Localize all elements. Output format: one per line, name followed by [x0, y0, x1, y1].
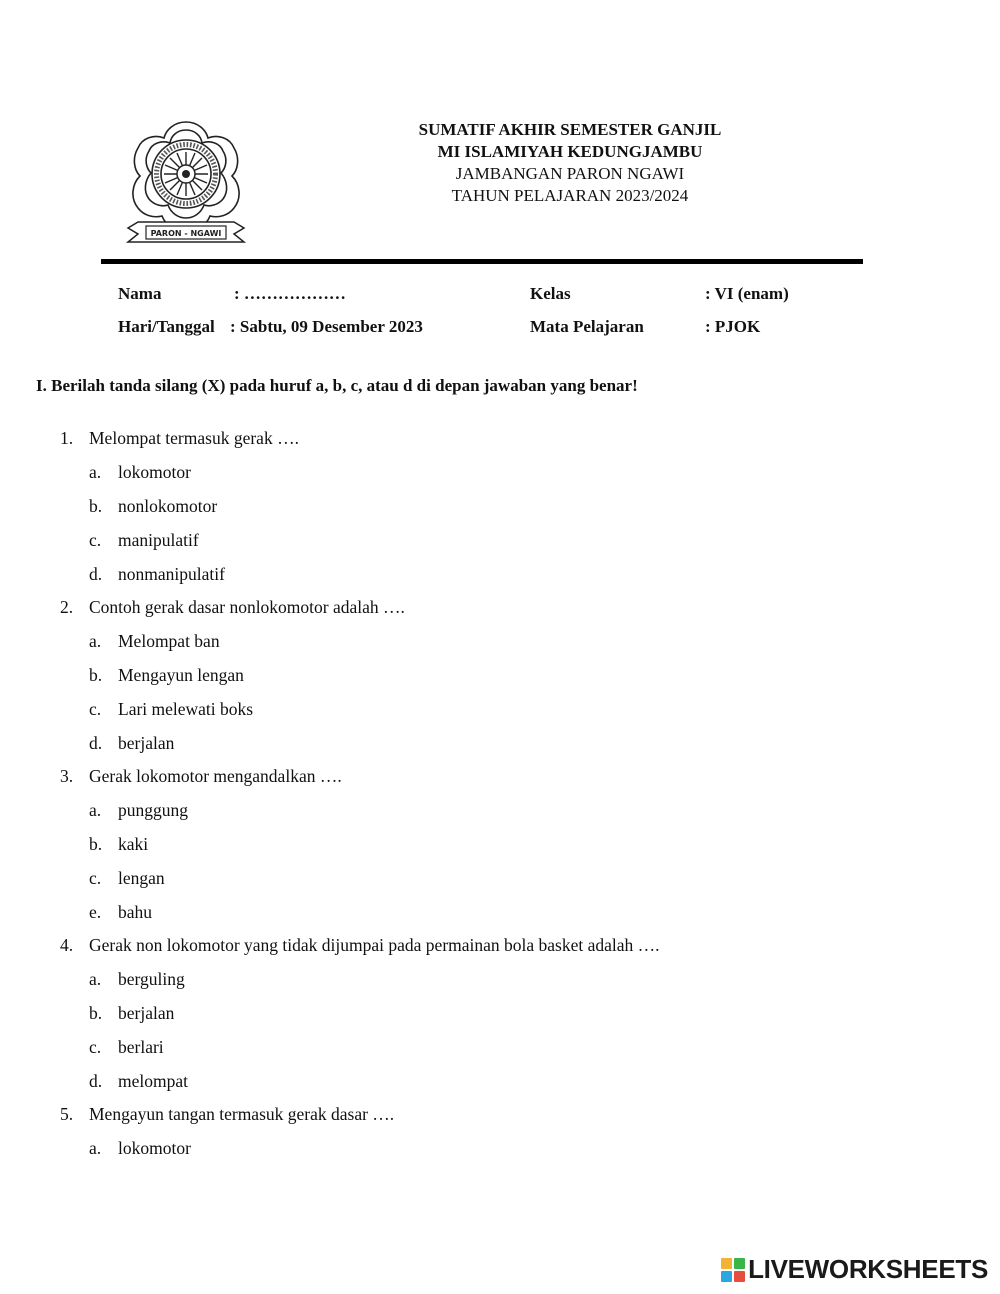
answer-option[interactable] [89, 1003, 174, 1024]
option-letter[interactable]: c. [89, 1037, 102, 1057]
logo-banner-text: PARON - NGAWI [150, 229, 222, 238]
option-letter[interactable]: a. [89, 1138, 102, 1158]
mata-pelajaran-label: Mata Pelajaran [530, 317, 644, 336]
question-text: Contoh gerak dasar nonlokomotor adalah …. [89, 597, 405, 617]
option-text: Mengayun lengan [118, 665, 244, 685]
option-letter[interactable]: a. [89, 631, 102, 651]
question [60, 428, 299, 449]
brand-square [734, 1258, 745, 1269]
hari-tanggal-label: Hari/Tanggal [118, 317, 215, 336]
option-letter[interactable]: a. [89, 800, 102, 820]
answer-option[interactable] [89, 631, 220, 652]
answer-option[interactable] [89, 800, 188, 821]
hari-tanggal-value: : Sabtu, 09 Desember 2023 [230, 317, 423, 336]
kelas-label: Kelas [530, 284, 571, 303]
liveworksheets-logo-icon [721, 1258, 745, 1282]
question-number: 1. [60, 428, 74, 448]
answer-option[interactable] [89, 868, 165, 889]
question [60, 935, 660, 956]
answer-option[interactable] [89, 969, 185, 990]
brand-square [721, 1258, 732, 1269]
liveworksheets-brand[interactable] [721, 1254, 988, 1285]
option-text: Melompat ban [118, 631, 220, 651]
answer-option[interactable] [89, 462, 191, 483]
nama-label: Nama [118, 284, 162, 303]
option-text: Lari melewati boks [118, 699, 254, 719]
option-letter[interactable]: b. [89, 1003, 103, 1023]
answer-option[interactable] [89, 699, 253, 720]
option-letter[interactable]: c. [89, 699, 102, 719]
option-letter[interactable]: d. [89, 1071, 103, 1091]
question-number: 3. [60, 766, 74, 786]
brand-text: LIVEWORKSHEETS [748, 1254, 988, 1284]
option-letter[interactable]: b. [89, 834, 103, 854]
brand-square [721, 1271, 732, 1282]
answer-option[interactable] [89, 530, 199, 551]
option-text: lengan [118, 868, 165, 888]
option-letter[interactable]: b. [89, 665, 103, 685]
option-text: nonmanipulatif [118, 564, 225, 584]
question-number: 2. [60, 597, 74, 617]
header-school-name: MI ISLAMIYAH KEDUNGJAMBU [437, 142, 703, 161]
option-letter[interactable]: e. [89, 902, 102, 922]
question-text: Melompat termasuk gerak …. [89, 428, 299, 448]
answer-option[interactable] [89, 564, 225, 585]
answer-option[interactable] [89, 1138, 191, 1159]
option-letter[interactable]: d. [89, 564, 103, 584]
option-letter[interactable]: c. [89, 530, 102, 550]
answer-option[interactable] [89, 665, 244, 686]
question-text: Gerak lokomotor mengandalkan …. [89, 766, 342, 786]
question-text: Mengayun tangan termasuk gerak dasar …. [89, 1104, 395, 1124]
question [60, 597, 405, 618]
question-number: 5. [60, 1104, 74, 1124]
option-text: nonlokomotor [118, 496, 218, 516]
option-text: lokomotor [118, 1138, 191, 1158]
header-academic-year: TAHUN PELAJARAN 2023/2024 [451, 186, 689, 205]
option-letter[interactable]: a. [89, 462, 102, 482]
option-text: kaki [118, 834, 149, 854]
brand-square [734, 1271, 745, 1282]
question-number: 4. [60, 935, 74, 955]
header-title: SUMATIF AKHIR SEMESTER GANJIL [418, 120, 722, 139]
header-address: JAMBANGAN PARON NGAWI [455, 164, 685, 183]
answer-option[interactable] [89, 902, 152, 923]
option-text: bahu [118, 902, 153, 922]
answer-option[interactable] [89, 1037, 164, 1058]
option-text: berjalan [118, 1003, 175, 1023]
option-text: berlari [118, 1037, 164, 1057]
question-text: Gerak non lokomotor yang tidak dijumpai pada permainan bola basket adalah …. [89, 935, 660, 955]
nama-value[interactable]: : ……………… [234, 284, 346, 303]
kelas-value: : VI (enam) [705, 284, 789, 303]
option-text: punggung [118, 800, 188, 820]
option-text: berguling [118, 969, 185, 989]
option-letter[interactable]: b. [89, 496, 103, 516]
answer-option[interactable] [89, 834, 148, 855]
option-text: lokomotor [118, 462, 191, 482]
option-letter[interactable]: c. [89, 868, 102, 888]
answer-option[interactable] [89, 733, 174, 754]
answer-option[interactable] [89, 1071, 188, 1092]
answer-option[interactable] [89, 496, 217, 517]
exam-header [340, 119, 800, 207]
header-divider [101, 259, 863, 264]
option-text: berjalan [118, 733, 175, 753]
question [60, 766, 342, 787]
option-letter[interactable]: a. [89, 969, 102, 989]
mata-pelajaran-value: : PJOK [705, 317, 761, 336]
section-instruction: I. Berilah tanda silang (X) pada huruf a, b, c, atau d di depan jawaban yang benar! [36, 376, 638, 395]
question [60, 1104, 394, 1125]
option-text: manipulatif [118, 530, 199, 550]
option-text: melompat [118, 1071, 188, 1091]
school-logo [124, 116, 248, 250]
option-letter[interactable]: d. [89, 733, 103, 753]
